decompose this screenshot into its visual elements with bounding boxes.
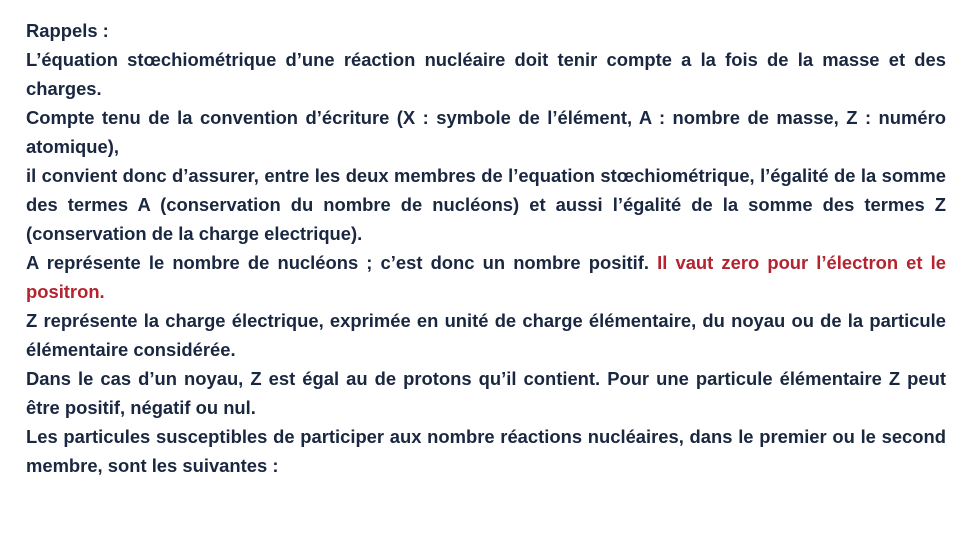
paragraph-conservation: il convient donc d’assurer, entre les deux membres de l’equation stœchiométrique, l’égalité de la somme des termes A (conservation du nombre de nucléons) et aussi l’égalité de la somme des termes Z (conservation de la charge electrique). [26,165,946,244]
slide-content [26,16,946,480]
a-zero-highlight: Il vaut zero pour l’électron et le positron. [26,252,946,302]
paragraph-particles-intro: Les particules susceptibles de participer aux nombre réactions nucléaires, dans le premier ou le second membre, sont les suivantes : [26,426,946,476]
a-definition-text: A représente le nombre de nucléons ; c’est donc un nombre positif. [26,252,658,273]
paragraph-z-definition: Z représente la charge électrique, exprimée en unité de charge élémentaire, du noyau ou de la particule élémentaire considérée. [26,310,946,360]
paragraph-z-nucleus: Dans le cas d’un noyau, Z est égal au de protons qu’il contient. Pour une particule élémentaire Z peut être positif, négatif ou nul. [26,368,946,418]
paragraph-notation-convention: Compte tenu de la convention d’écriture (X : symbole de l’élément, A : nombre de masse, Z : numéro atomique), [26,107,946,157]
slide-title: Rappels : [26,20,109,41]
paragraph-a-definition [26,248,946,306]
paragraph-equation-rule: L’équation stœchiométrique d’une réaction nucléaire doit tenir compte a la fois de la masse et des charges. [26,49,946,99]
